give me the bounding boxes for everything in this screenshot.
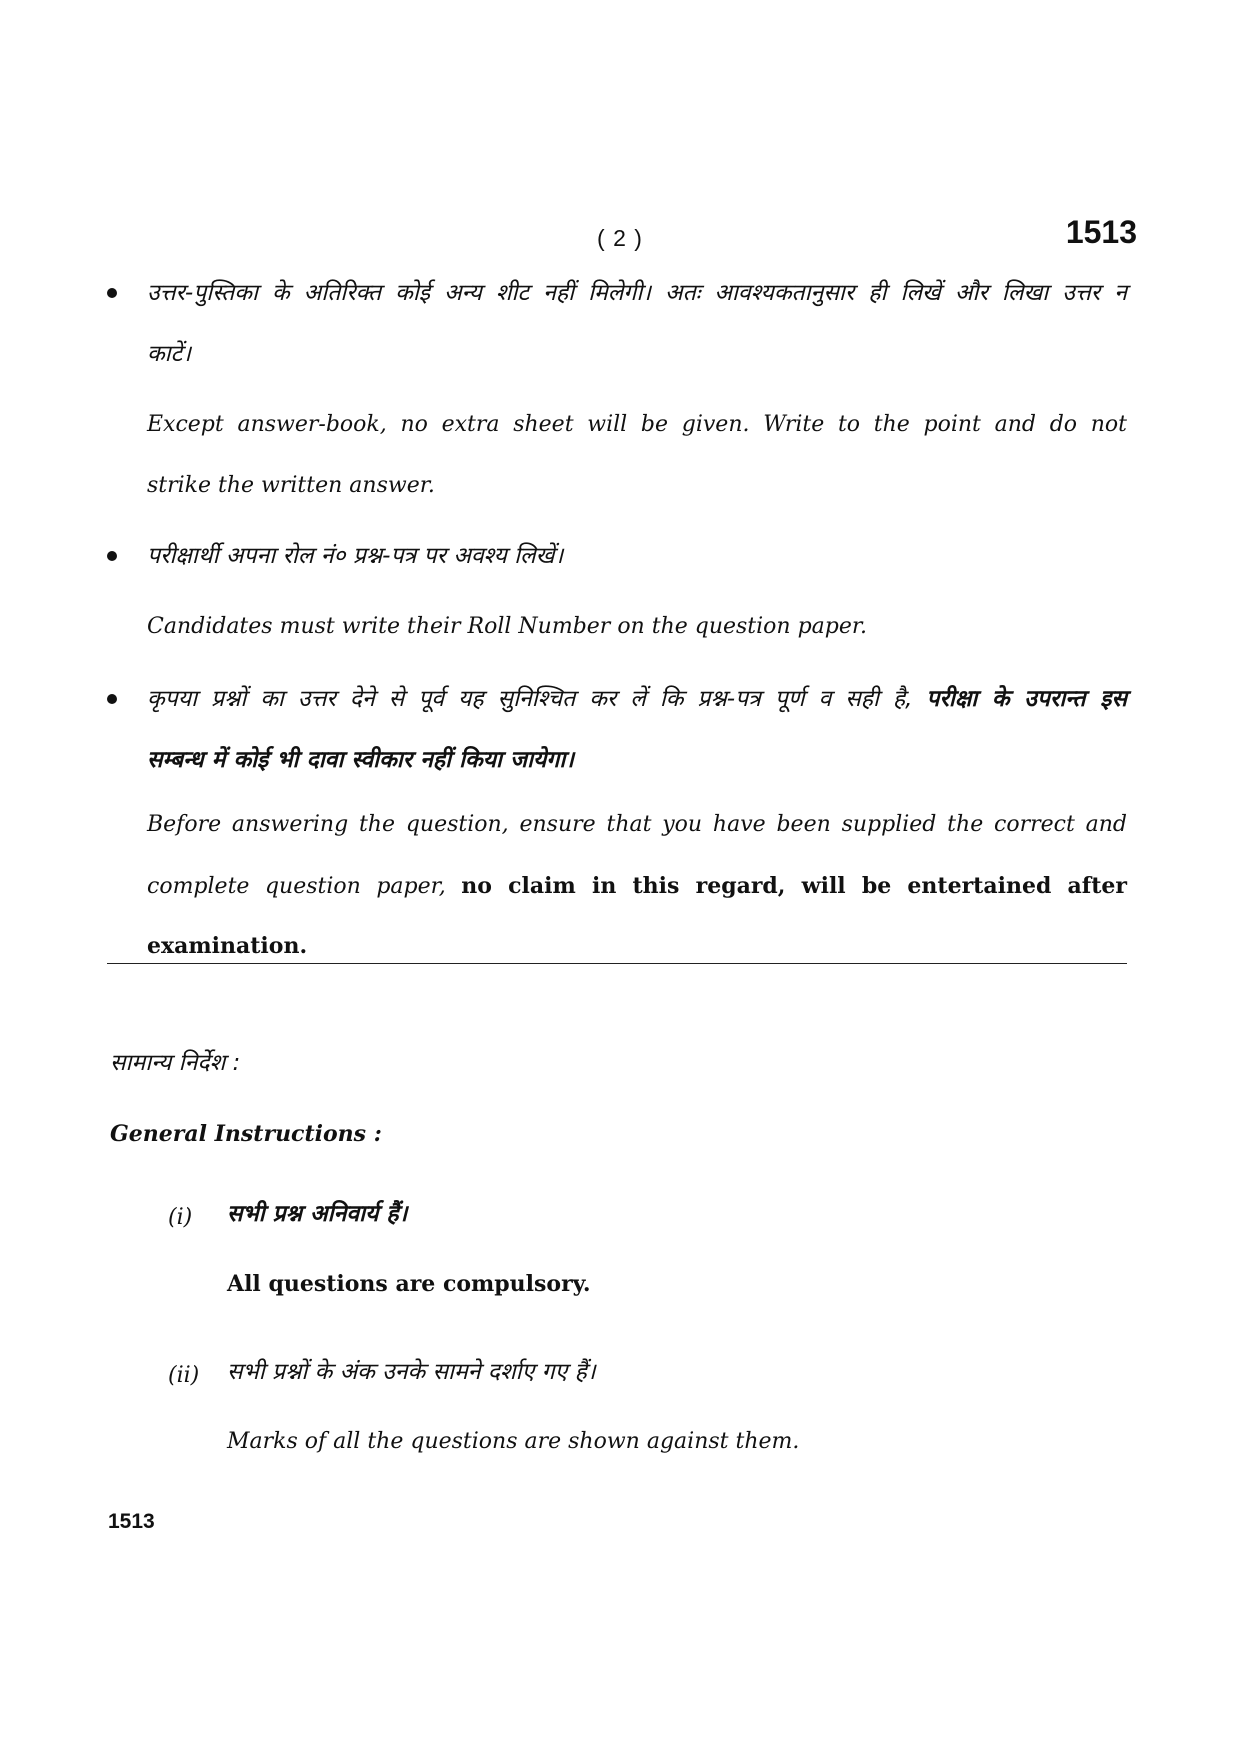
instruction-1-hindi-line-2: काटें। — [147, 341, 191, 367]
instruction-3-english-line-2 — [147, 856, 1127, 917]
section-divider — [107, 963, 1127, 964]
bullet-1 — [107, 288, 117, 298]
general-item-number: (ii) — [168, 1363, 200, 1388]
instruction-3-hindi-bold: परीक्षा के उपरान्त इस — [926, 686, 1127, 712]
general-item-number: (i) — [168, 1205, 193, 1230]
instruction-3-english-line-1: Before answering the question, ensure that you have been supplied the correct and — [147, 812, 1127, 837]
general-item-1-hindi: सभी प्रश्न अनिवार्य हैं। — [227, 1201, 408, 1227]
page-number: ( 2 ) — [597, 225, 643, 251]
instruction-2-hindi: परीक्षार्थी अपना रोल नं० प्रश्न-पत्र पर अवश्य लिखें। — [147, 543, 564, 569]
paper-code-footer: 1513 — [108, 1510, 155, 1533]
general-heading-hindi: सामान्य निर्देश : — [110, 1050, 241, 1076]
instruction-1-english-line-1: Except answer-book, no extra sheet will be given. Write to the point and do not — [147, 412, 1127, 437]
instruction-3-english-line-3: examination. — [147, 933, 308, 959]
instruction-1-english-line-2: strike the written answer. — [147, 473, 435, 498]
instruction-2-english: Candidates must write their Roll Number on the question paper. — [147, 614, 867, 639]
bullet-3 — [107, 694, 117, 704]
instruction-3-english-normal: complete question paper, — [147, 874, 446, 899]
instruction-3-hindi-line-2: सम्बन्ध में कोई भी दावा स्वीकार नहीं किया जायेगा। — [147, 747, 574, 773]
instruction-3-hindi-normal: कृपया प्रश्नों का उत्तर देने से पूर्व यह सुनिश्चित कर लें कि प्रश्न-पत्र पूर्ण व सही है, — [147, 686, 913, 712]
general-item-2-english: Marks of all the questions are shown against them. — [227, 1429, 800, 1454]
instruction-1-hindi-line-1: उत्तर-पुस्तिका के अतिरिक्त कोई अन्य शीट नहीं मिलेगी। अतः आवश्यकतानुसार ही लिखें और लिखा उत्तर न — [147, 280, 1127, 306]
general-item-2-hindi: सभी प्रश्नों के अंक उनके सामने दर्शाए गए हैं। — [227, 1359, 596, 1385]
paper-code-header: 1513 — [1065, 214, 1137, 250]
instruction-3-hindi-line-1 — [147, 669, 1127, 729]
general-heading-english: General Instructions : — [110, 1121, 382, 1147]
general-item-1-english: All questions are compulsory. — [227, 1271, 591, 1297]
bullet-2 — [107, 551, 117, 561]
instruction-3-english-bold: no claim in this regard, will be entertained after — [461, 873, 1127, 899]
